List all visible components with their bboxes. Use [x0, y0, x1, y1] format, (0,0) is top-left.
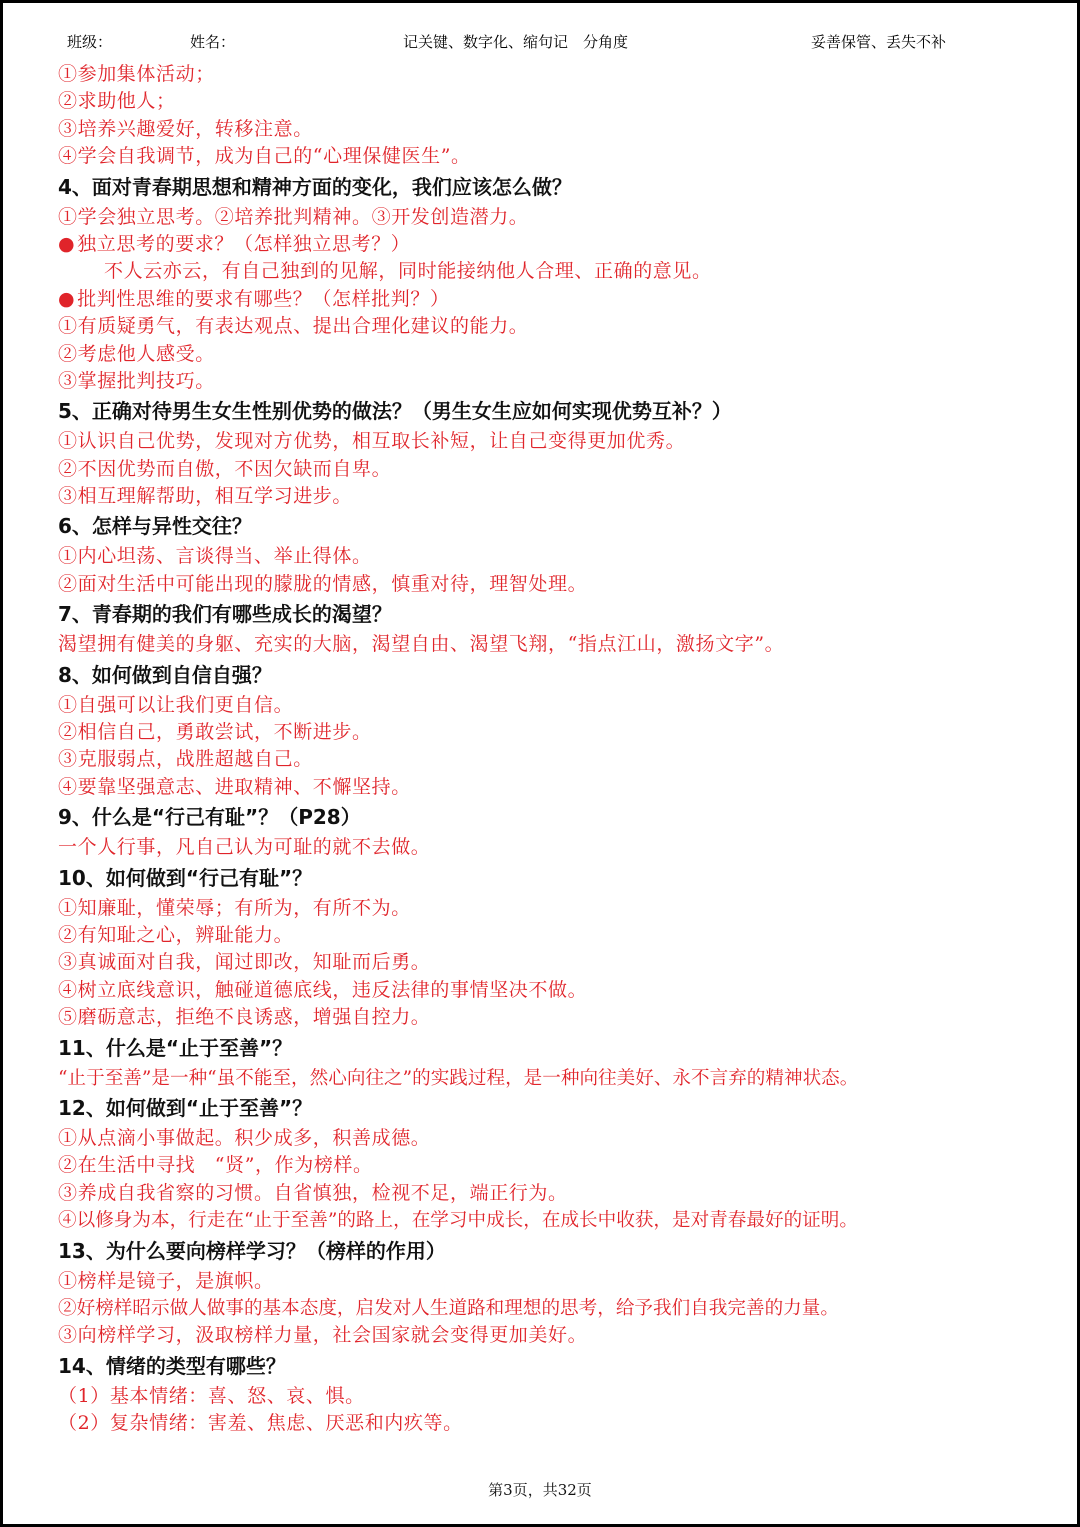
answer-line: ①参加集体活动；: [58, 63, 215, 85]
answer-line: ③养成自我省察的习惯。自省慎独，检视不足，端正行为。: [58, 1181, 568, 1204]
answer-line: ②在生活中寻找 “贤”，作为榜样。: [58, 1154, 373, 1177]
answer-line: ③向榜样学习，汲取榜样力量，社会国家就会变得更加美好。: [58, 1324, 588, 1347]
answer-line: ①有质疑勇气，有表达观点、提出合理化建议的能力。: [58, 315, 529, 338]
answer-line: ①从点滴小事做起。积少成多，积善成德。: [58, 1126, 431, 1149]
answer-line: ①榜样是镜子，是旗帜。: [58, 1269, 274, 1292]
answer-line: ①知廉耻，懂荣辱；有所为，有所不为。: [58, 896, 411, 919]
answer-line: ①学会独立思考。②培养批判精神。③开发创造潜力。: [58, 205, 529, 228]
answer-line: ④学会自我调节，成为自己的“心理保健医生”。: [58, 145, 471, 168]
answer-line: “止于至善”是一种“虽不能至，然心向往之”的实践过程，是一种向往美好、永不言弃的精神状态。: [58, 1067, 859, 1089]
answer-line: ③培养兴趣爱好，转移注意。: [58, 117, 313, 140]
name-label: 姓名：: [190, 33, 236, 51]
question-heading: 14、情绪的类型有哪些？: [58, 1353, 286, 1378]
answer-line: 渴望拥有健美的身躯、充实的大脑，渴望自由、渴望飞翔，“指点江山，激扬文字”。: [58, 633, 785, 656]
question-heading: 10、如何做到“行己有耻”？: [58, 865, 313, 890]
question-heading: 11、什么是“止于至善”？: [58, 1035, 293, 1060]
answer-line: ③真诚面对自我，闻过即改，知耻而后勇。: [58, 951, 431, 974]
answer-line: ②面对生活中可能出现的朦胧的情感，慎重对待，理智处理。: [58, 572, 588, 595]
answer-line: 一个人行事，凡自己认为可耻的就不去做。: [58, 836, 431, 859]
question-heading: 7、青春期的我们有哪些成长的渴望？: [58, 602, 392, 627]
answer-line: （1）基本情绪：喜、怒、哀、惧。: [58, 1384, 365, 1407]
answer-line: ②不因优势而自傲，不因欠缺而自卑。: [58, 457, 392, 480]
sub-question: [58, 286, 1058, 313]
answer-line: ①内心坦荡、言谈得当、举止得体。: [58, 545, 372, 568]
answer-line: ③克服弱点，战胜超越自己。: [58, 748, 313, 771]
answer-line: ①认识自己优势，发现对方优势，相互取长补短，让自己变得更加优秀。: [58, 430, 686, 453]
answer-line: （2）复杂情绪：害羞、焦虑、厌恶和内疚等。: [58, 1412, 463, 1435]
keep-notice: 妥善保管、丢失不补: [811, 33, 947, 51]
question-heading: 13、为什么要向榜样学习？（榜样的作用）: [58, 1238, 446, 1263]
answer-line: ②相信自己，勇敢尝试，不断进步。: [58, 721, 372, 744]
page-number: 第3页，共32页: [488, 1481, 592, 1499]
answer-line: ④树立底线意识，触碰道德底线，违反法律的事情坚决不做。: [58, 978, 588, 1001]
answer-line: 不人云亦云，有自己独到的见解，同时能接纳他人合理、正确的意见。: [104, 260, 712, 283]
answer-line: ④以修身为本，行走在“止于至善”的路上，在学习中成长，在成长中收获，是对青春最好的证明。: [58, 1210, 858, 1232]
question-heading: 6、怎样与异性交往？: [58, 514, 252, 539]
answer-line: ②求助他人；: [58, 90, 176, 113]
question-heading: 4、面对青春期思想和精神方面的变化，我们应该怎么做？: [58, 174, 572, 199]
answer-line: ②有知耻之心，辨耻能力。: [58, 923, 294, 946]
answer-line: ⑤磨砺意志，拒绝不良诱惑，增强自控力。: [58, 1006, 431, 1029]
bullet-icon: ●: [58, 287, 76, 310]
answer-line: ②好榜样昭示做人做事的基本态度，启发对人生道路和理想的思考，给予我们自我完善的力量。: [58, 1297, 839, 1319]
answer-line: ③掌握批判技巧。: [58, 369, 215, 392]
answer-line: ①自强可以让我们更自信。: [58, 693, 294, 716]
answer-line: ③相互理解帮助，相互学习进步。: [58, 485, 353, 508]
sub-question: [58, 231, 1058, 258]
class-label: 班级：: [67, 33, 113, 51]
answer-line: ②考虑他人感受。: [58, 342, 215, 365]
sub-question-text: 独立思考的要求？（怎样独立思考？）: [77, 232, 411, 255]
question-heading: 12、如何做到“止于至善”？: [58, 1095, 313, 1120]
sub-question-text: 批判性思维的要求有哪些？（怎样批判？）: [77, 287, 450, 310]
memory-method: 记关键、数字化、缩句记 分角度: [403, 33, 629, 51]
page-header: [3, 31, 1077, 53]
question-heading: 8、如何做到自信自强？: [58, 662, 272, 687]
content: [58, 61, 1058, 1437]
question-heading: 5、正确对待男生女生性别优势的做法？（男生女生应如何实现优势互补？）: [58, 399, 732, 424]
bullet-icon: ●: [58, 232, 76, 255]
answer-line: ④要靠坚强意志、进取精神、不懈坚持。: [58, 775, 411, 798]
question-heading: 9、什么是“行己有耻”？（P28）: [58, 805, 361, 830]
